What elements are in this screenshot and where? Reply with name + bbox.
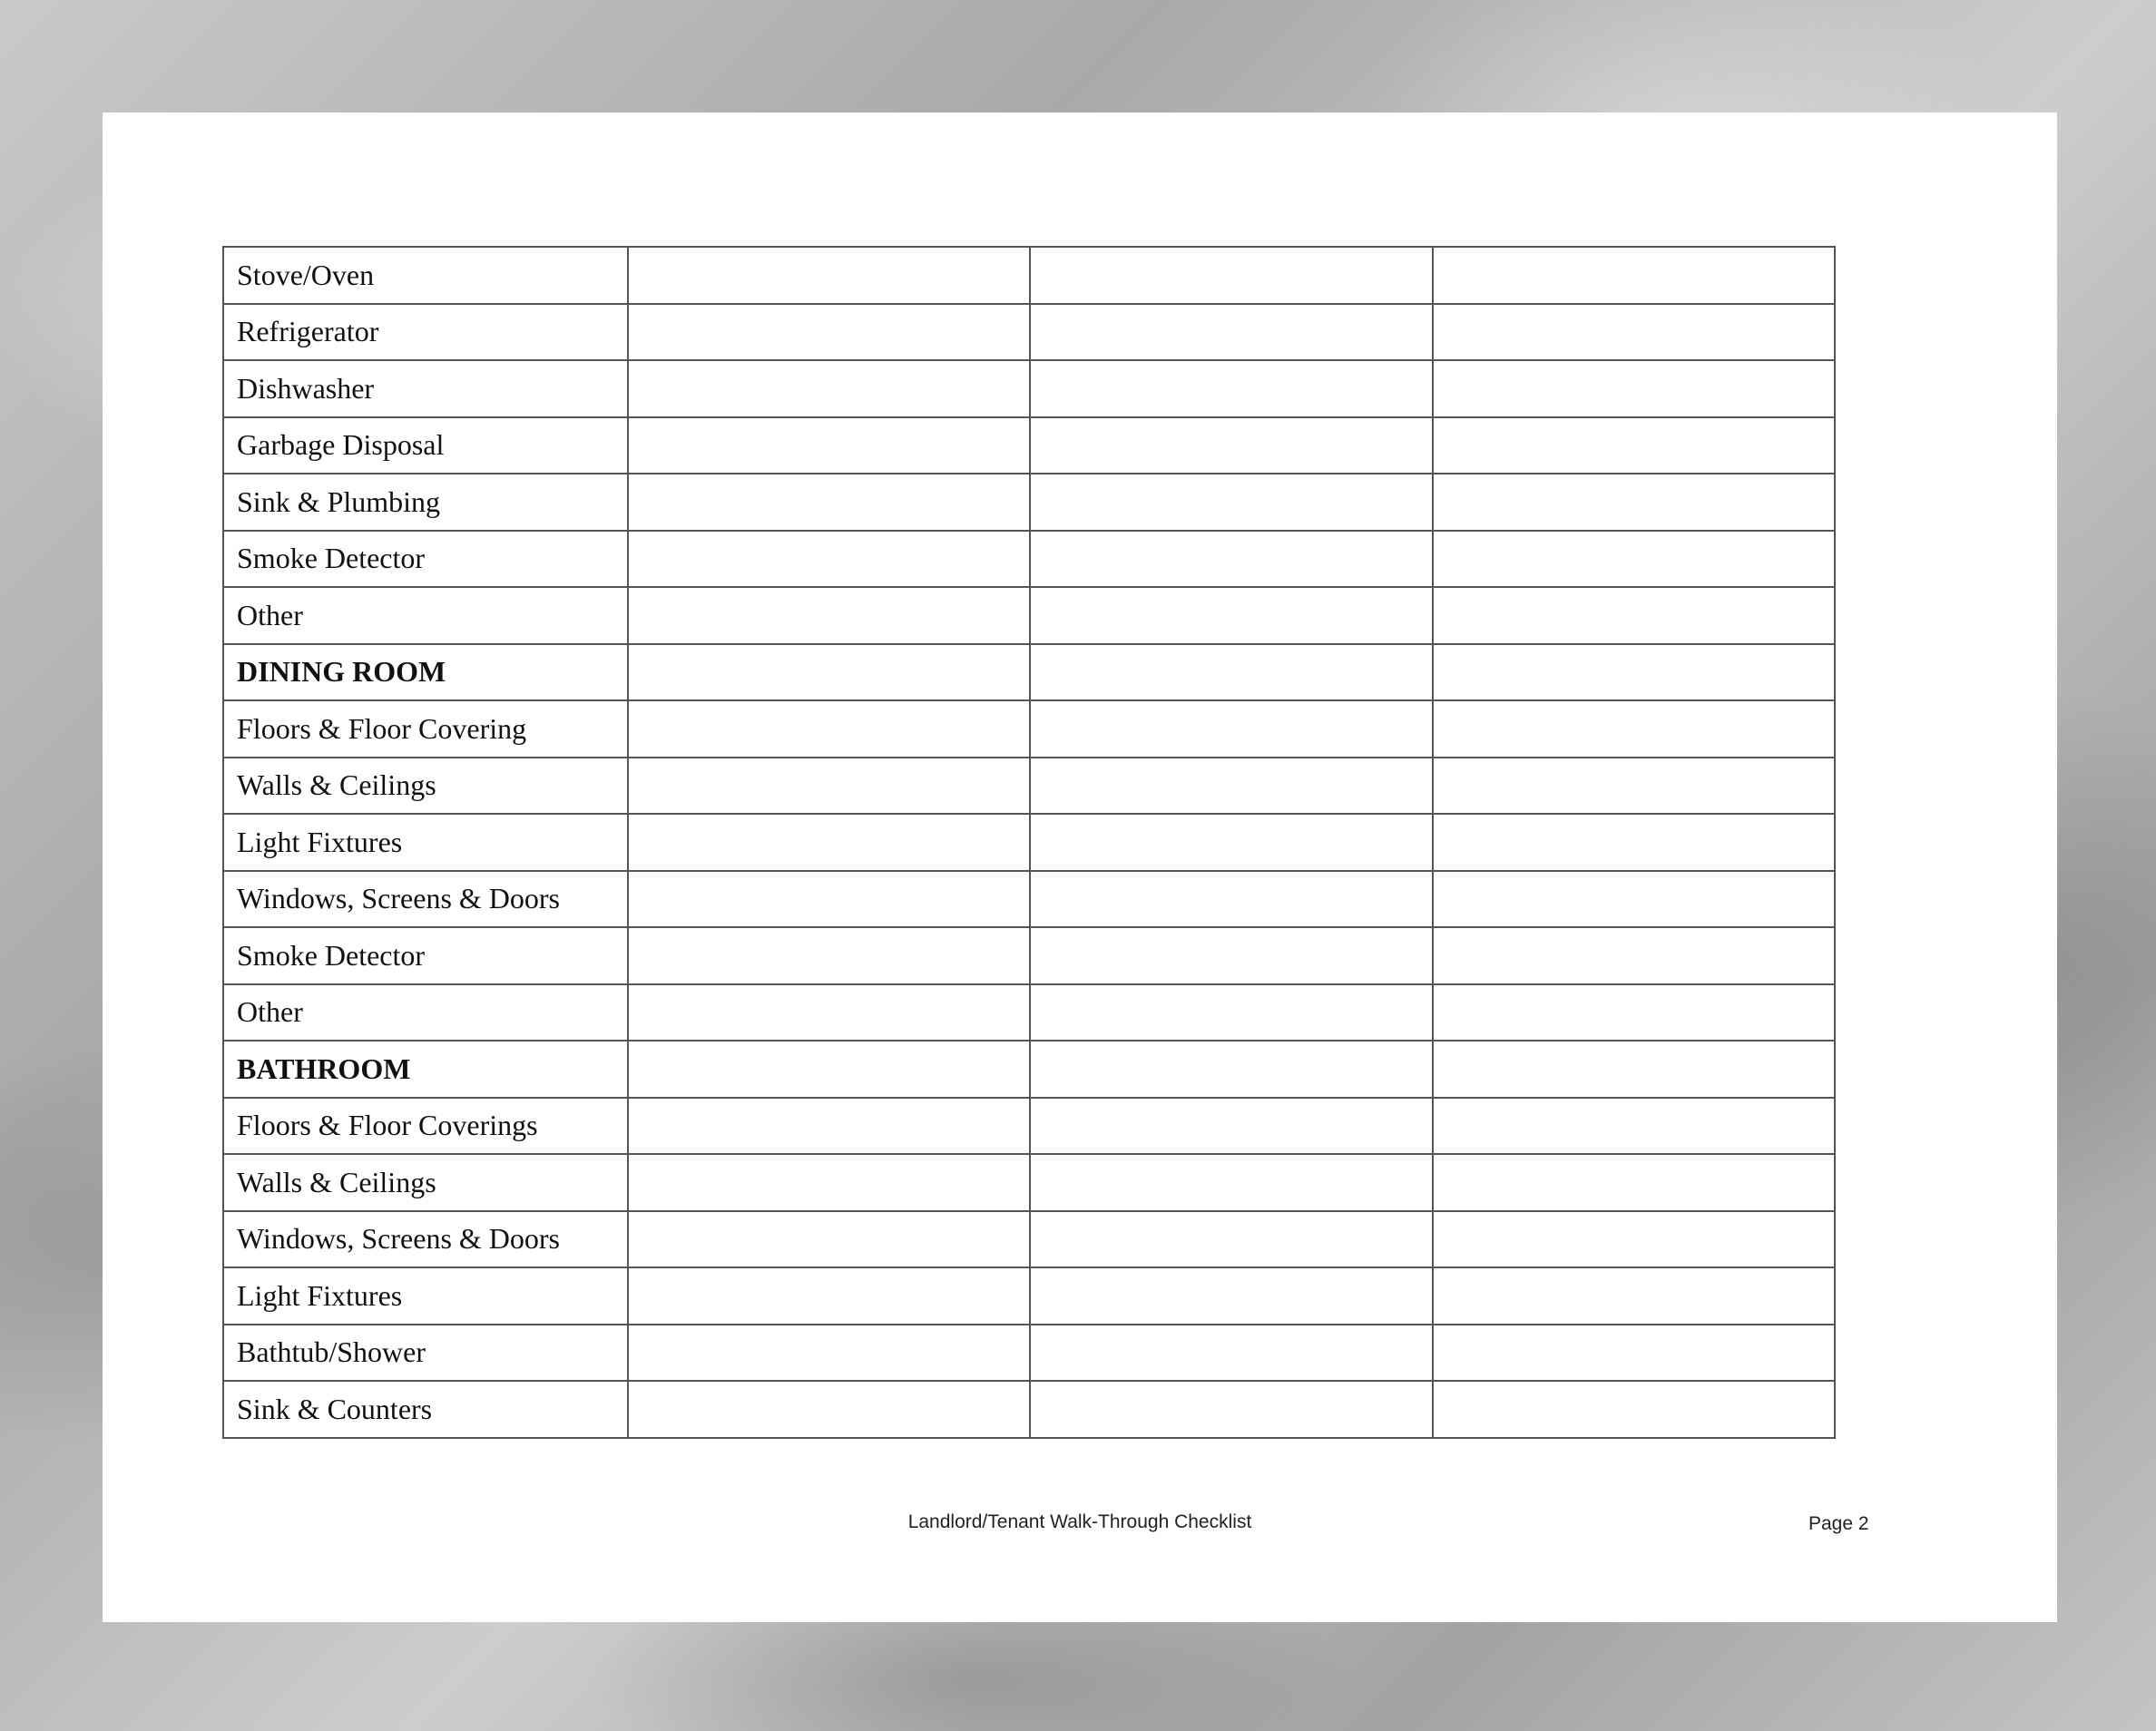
blank-entry-cell (1030, 417, 1432, 474)
blank-entry-cell (1030, 927, 1432, 984)
item-label: Stove/Oven (237, 258, 375, 291)
blank-entry-cell (628, 474, 1030, 531)
item-label: Walls & Ceilings (237, 1165, 436, 1198)
blank-entry-cell (1030, 1041, 1432, 1098)
blank-entry-cell (1433, 927, 1835, 984)
blank-entry-cell (628, 984, 1030, 1042)
item-label-cell (223, 1098, 628, 1155)
item-label: Windows, Screens & Doors (237, 882, 560, 915)
blank-entry-cell (1433, 304, 1835, 361)
blank-entry-cell (628, 1325, 1030, 1382)
checklist-row (223, 1381, 1835, 1438)
checklist-row (223, 1211, 1835, 1268)
blank-entry-cell (1030, 1154, 1432, 1211)
blank-entry-cell (1433, 1098, 1835, 1155)
blank-entry-cell (628, 758, 1030, 815)
section-header-cell (223, 644, 628, 701)
item-label: Smoke Detector (237, 542, 426, 575)
blank-entry-cell (628, 417, 1030, 474)
item-label-cell (223, 1211, 628, 1268)
document-page (103, 112, 2057, 1622)
item-label: Smoke Detector (237, 938, 426, 972)
item-label-cell (223, 1381, 628, 1438)
blank-entry-cell (1433, 1267, 1835, 1325)
blank-entry-cell (1030, 1325, 1432, 1382)
blank-entry-cell (1030, 531, 1432, 588)
item-label: Floors & Floor Covering (237, 711, 527, 745)
blank-entry-cell (1433, 644, 1835, 701)
blank-entry-cell (1433, 587, 1835, 644)
item-label: Floors & Floor Coverings (237, 1109, 538, 1142)
item-label-cell (223, 417, 628, 474)
blank-entry-cell (1433, 871, 1835, 928)
blank-entry-cell (1030, 474, 1432, 531)
checklist-row (223, 304, 1835, 361)
item-label-cell (223, 814, 628, 871)
blank-entry-cell (628, 587, 1030, 644)
blank-entry-cell (628, 644, 1030, 701)
item-label-cell (223, 700, 628, 758)
item-label-cell (223, 1267, 628, 1325)
item-label: Light Fixtures (237, 825, 403, 858)
item-label: Other (237, 995, 303, 1029)
blank-entry-cell (1433, 247, 1835, 304)
checklist-row (223, 247, 1835, 304)
section-header-row (223, 1041, 1835, 1098)
item-label-cell (223, 474, 628, 531)
blank-entry-cell (1030, 360, 1432, 417)
blank-entry-cell (1433, 474, 1835, 531)
blank-entry-cell (628, 1211, 1030, 1268)
blank-entry-cell (1433, 1041, 1835, 1098)
item-label: Refrigerator (237, 315, 379, 348)
blank-entry-cell (628, 531, 1030, 588)
item-label: Windows, Screens & Doors (237, 1222, 560, 1256)
blank-entry-cell (1030, 814, 1432, 871)
section-title: DINING ROOM (237, 655, 446, 689)
checklist-row (223, 1267, 1835, 1325)
blank-entry-cell (1030, 304, 1432, 361)
item-label-cell (223, 927, 628, 984)
blank-entry-cell (1030, 1267, 1432, 1325)
page-number: Page 2 (1808, 1513, 1869, 1534)
blank-entry-cell (1433, 1154, 1835, 1211)
checklist-row (223, 871, 1835, 928)
item-label: Walls & Ceilings (237, 768, 436, 802)
blank-entry-cell (1030, 1211, 1432, 1268)
blank-entry-cell (1030, 871, 1432, 928)
item-label: Sink & Plumbing (237, 484, 441, 518)
item-label: Sink & Counters (237, 1392, 433, 1425)
item-label-cell (223, 1325, 628, 1382)
blank-entry-cell (1030, 984, 1432, 1042)
checklist-row (223, 1154, 1835, 1211)
blank-entry-cell (1433, 360, 1835, 417)
section-title: BATHROOM (237, 1051, 411, 1085)
checklist-table-body (223, 247, 1835, 1438)
checklist-row (223, 360, 1835, 417)
item-label: Dishwasher (237, 371, 375, 405)
blank-entry-cell (1433, 1325, 1835, 1382)
blank-entry-cell (628, 360, 1030, 417)
checklist-row (223, 1098, 1835, 1155)
blank-entry-cell (1030, 644, 1432, 701)
blank-entry-cell (1433, 417, 1835, 474)
blank-entry-cell (1433, 1381, 1835, 1438)
blank-entry-cell (1433, 814, 1835, 871)
blank-entry-cell (628, 700, 1030, 758)
checklist-row (223, 417, 1835, 474)
blank-entry-cell (1030, 587, 1432, 644)
blank-entry-cell (1433, 531, 1835, 588)
blank-entry-cell (1433, 1211, 1835, 1268)
item-label-cell (223, 531, 628, 588)
checklist-row (223, 531, 1835, 588)
blank-entry-cell (628, 1154, 1030, 1211)
blank-entry-cell (628, 814, 1030, 871)
item-label: Bathtub/Shower (237, 1335, 426, 1369)
item-label: Other (237, 598, 303, 631)
blank-entry-cell (628, 304, 1030, 361)
blank-entry-cell (1030, 758, 1432, 815)
blank-entry-cell (1030, 700, 1432, 758)
item-label-cell (223, 1154, 628, 1211)
item-label: Garbage Disposal (237, 428, 445, 462)
footer-title: Landlord/Tenant Walk-Through Checklist (907, 1511, 1252, 1532)
section-header-row (223, 644, 1835, 701)
checklist-row (223, 927, 1835, 984)
blank-entry-cell (1030, 1098, 1432, 1155)
blank-entry-cell (628, 1041, 1030, 1098)
item-label-cell (223, 587, 628, 644)
walkthrough-checklist-table (222, 246, 1836, 1439)
checklist-row (223, 700, 1835, 758)
checklist-row (223, 758, 1835, 815)
item-label-cell (223, 304, 628, 361)
checklist-row (223, 814, 1835, 871)
blank-entry-cell (628, 1267, 1030, 1325)
blank-entry-cell (1433, 700, 1835, 758)
item-label-cell (223, 360, 628, 417)
item-label-cell (223, 984, 628, 1042)
item-label-cell (223, 247, 628, 304)
blank-entry-cell (628, 247, 1030, 304)
checklist-row (223, 587, 1835, 644)
blank-entry-cell (1030, 1381, 1432, 1438)
item-label-cell (223, 871, 628, 928)
blank-entry-cell (628, 1098, 1030, 1155)
item-label-cell (223, 758, 628, 815)
checklist-row (223, 474, 1835, 531)
section-header-cell (223, 1041, 628, 1098)
blank-entry-cell (1433, 758, 1835, 815)
blank-entry-cell (1433, 984, 1835, 1042)
blank-entry-cell (628, 1381, 1030, 1438)
blank-entry-cell (628, 927, 1030, 984)
checklist-row (223, 1325, 1835, 1382)
checklist-row (223, 984, 1835, 1042)
blank-entry-cell (628, 871, 1030, 928)
blank-entry-cell (1030, 247, 1432, 304)
item-label: Light Fixtures (237, 1278, 403, 1312)
